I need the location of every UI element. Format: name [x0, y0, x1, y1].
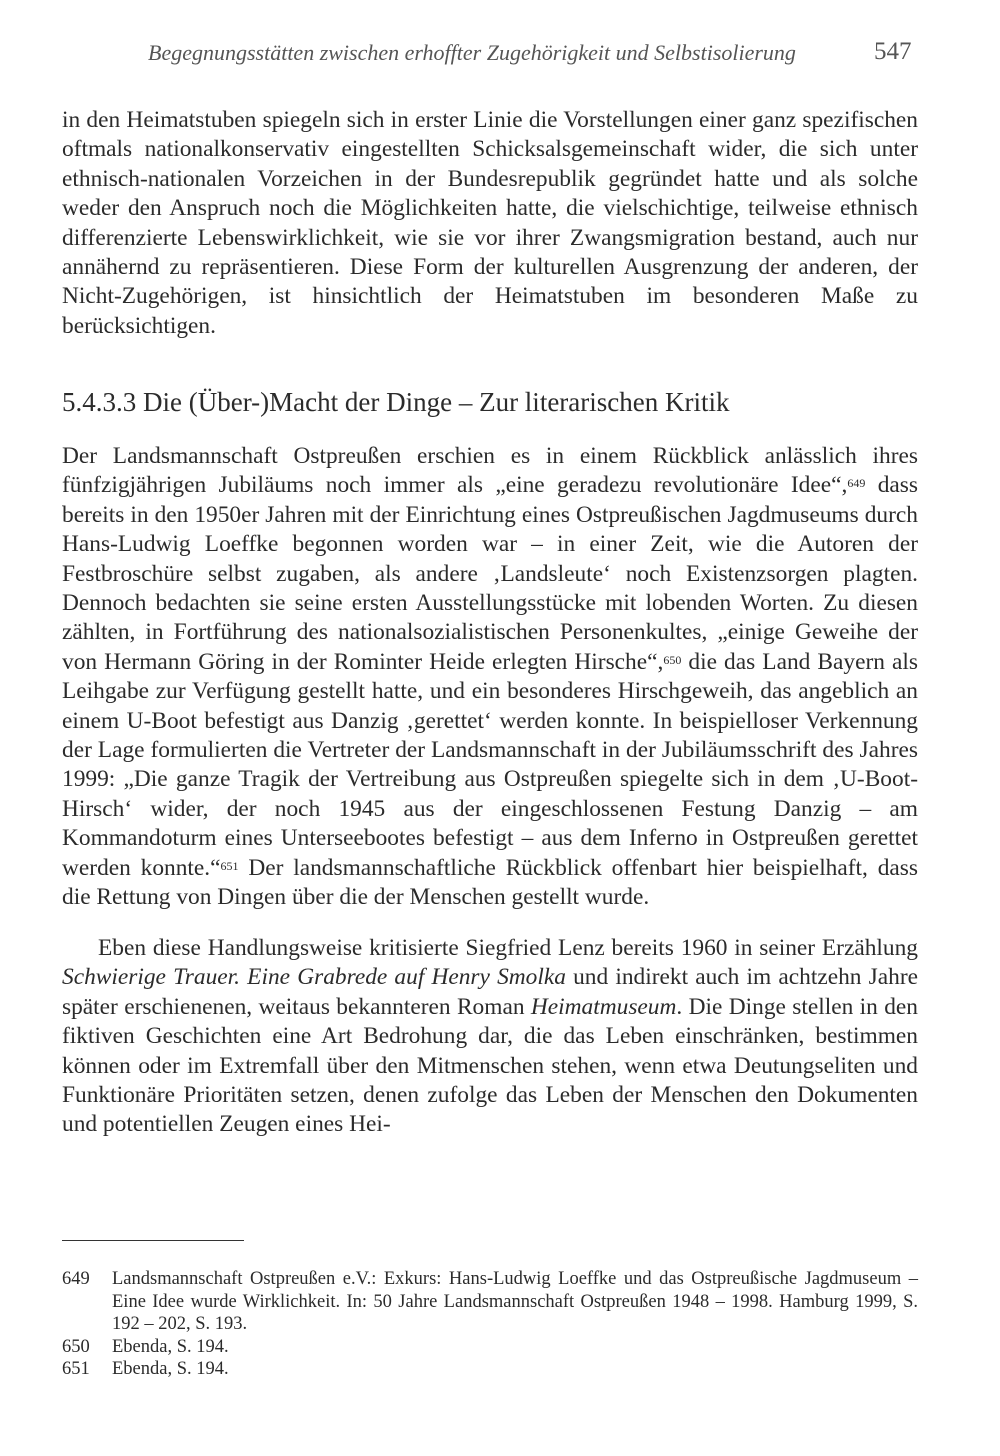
paragraph-3-part-c: . Die Dinge stellen in den fiktiven Geschichten eine Art Bedrohung dar, die das Leben einschränken, bestimmen können oder im Extremfall über den Mitmenschen stehen, wenn etwa Deutungseliten und Funktionäre Prioritäten setzen, denen zufolge das Leben der Menschen den Dokumenten und potentiellen Zeugen eines Hei- [62, 993, 918, 1138]
section-heading: 5.4.3.3 Die (Über-)Macht der Dinge – Zur literarischen Kritik [62, 387, 730, 417]
book-title-schwierige-trauer: Schwierige Trauer. Eine Grabrede auf Henry Smolka [62, 964, 566, 991]
footnote-text: Ebenda, S. 194. [112, 1336, 229, 1357]
paragraph-2-part-b: dass bereits in den 1950er Jahren mit der Einrichtung eines Ostpreußischen Jagdmuseums durch Hans-Ludwig Loeffke begonnen worden war – in einer Zeit, wie die Autoren der Festbroschüre selbst zugaben, als andere ‚Landsleute‘ noch Existenzsorgen plagten. Dennoch bedachten sie seine ersten Ausstellungsstücke mit lobenden Worten. Zu diesen zählten, in Fortführung des nationalsozialistischen Personenkultes, „einige Geweihe der von Hermann Göring in der Rominter Heide erlegten Hirsche“, [62, 472, 918, 675]
footnote-text: Landsmannschaft Ostpreußen e.V.: Exkurs: Hans-Ludwig Loeffke und das Ostpreußische Jagdmuseum – Eine Idee wurde Wirklichkeit. In: 50 Jahre Landsmannschaft Ostpreußen 1948 – 1998. Hamburg 1999, S. 192 – 202, S. 193. [112, 1269, 918, 1334]
paragraph-3-text [62, 934, 918, 1140]
footnote-ref-651[interactable]: 651 [220, 858, 239, 873]
footnote-ref-650[interactable]: 650 [663, 652, 682, 667]
page-number: 547 [874, 38, 912, 65]
paragraph-1 [62, 106, 918, 341]
paragraph-2 [62, 442, 918, 913]
paragraph-3-part-b: und indirekt auch im achtzehn Jahre später erschienenen, weitaus bekannteren Roman [62, 964, 918, 1020]
paragraph-2-part-c: die das Land Bayern als Leihgabe zur Verfügung gestellt hatte, und ein besonderes Hirschgeweih, das angeblich an einem U-Boot befestigt aus Danzig ‚gerettet‘ werden konnte. In beispielloser Verkennung der Lage formulierten die Vertreter der Landsmannschaft in der Jubiläumsschrift des Jahres 1999: „Die ganze Tragik der Vertreibung aus Ostpreußen spiegelte sich in dem ‚U-Boot-Hirsch‘ wider, der noch 1945 aus der eingeschlossenen Festung Danzig – am Kommandoturm eines Unterseebootes befestigt – aus dem Inferno in Ostpreußen gerettet werden konnte.“ [62, 648, 918, 881]
running-header: Begegnungsstätten zwischen erhoffter Zugehörigkeit und Selbstisolierung [148, 40, 796, 65]
footnote-divider [62, 1240, 244, 1241]
book-title-heimatmuseum: Heimatmuseum [530, 993, 677, 1020]
footnote-number: 650 [62, 1336, 90, 1357]
paragraph-2-text [62, 442, 918, 913]
footnote-ref-649[interactable]: 649 [847, 476, 866, 491]
footnote-650 [62, 1336, 918, 1359]
footnote-number: 651 [62, 1359, 90, 1379]
paragraph-1-text: in den Heimatstuben spiegeln sich in erster Linie die Vorstellungen einer ganz spezifischen oftmals nationalkonservativ eingestellten Schicksalsgemeinschaft wider, die sich unter ethnisch-nationalen Vorzeichen in der Bundesrepublik gegründet hatte und als solche weder den Anspruch noch die Möglichkeiten hatte, die vielschichtige, teilweise ethnisch differenzierte Lebenswirklichkeit, wie sie vor ihrer Zwangsmigration bestand, auch nur annähernd zu repräsentieren. Diese Form der kulturellen Ausgrenzung der anderen, der Nicht-Zugehörigen, ist hinsichtlich der Heimatstuben im besonderen Maße zu berücksichtigen. [62, 107, 918, 339]
footnotes [62, 1268, 918, 1381]
footnote-651 [62, 1358, 918, 1381]
footnote-649 [62, 1268, 918, 1336]
footnote-text: Ebenda, S. 194. [112, 1359, 229, 1379]
paragraph-2-part-d: Der landsmannschaftliche Rückblick offenbart hier beispielhaft, dass die Rettung von Dingen über die der Menschen gestellt wurde. [62, 854, 918, 911]
paragraph-3 [62, 934, 918, 1140]
paragraph-2-part-a: Der Landsmannschaft Ostpreußen erschien es in einem Rückblick anlässlich ihres fünfzigjährigen Jubiläums noch immer als „eine geradezu revolutionäre Idee“, [62, 443, 918, 499]
paragraph-3-part-a: Eben diese Handlungsweise kritisierte Siegfried Lenz bereits 1960 in seiner Erzählung [98, 935, 918, 961]
footnote-number: 649 [62, 1269, 90, 1289]
